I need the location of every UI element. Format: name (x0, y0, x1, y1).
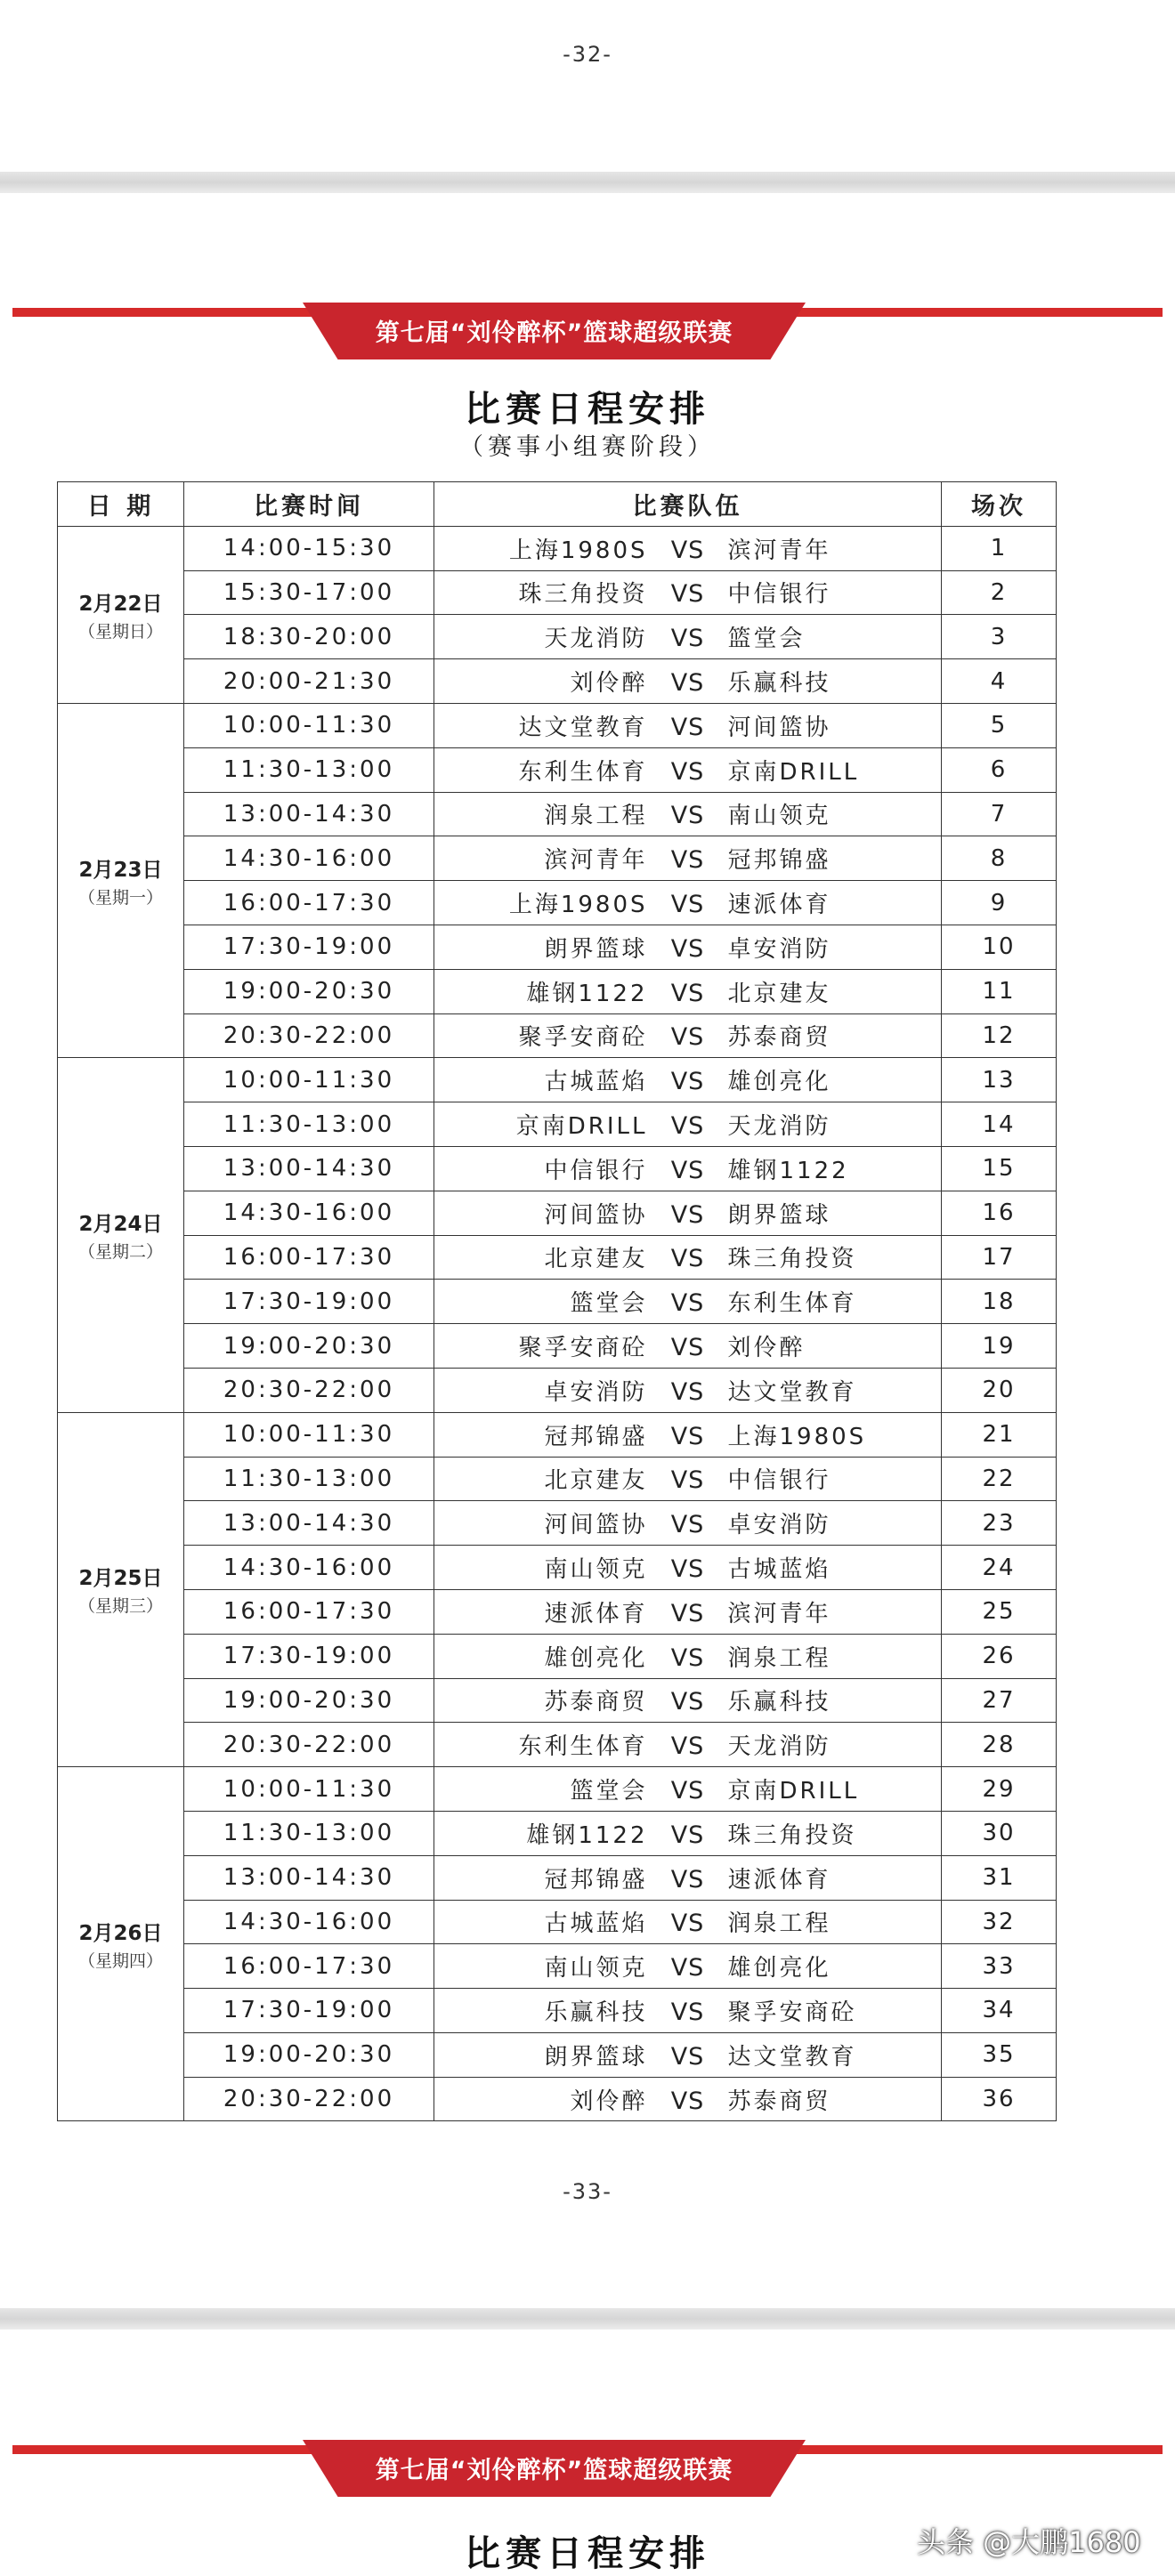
date-label: 2月23日 (78, 858, 163, 882)
vs-label: VS (670, 1865, 705, 1894)
game-number: 9 (942, 881, 1057, 925)
vs-label: VS (670, 713, 705, 741)
away-team: 润泉工程 (727, 1644, 831, 1672)
home-team: 达文堂教育 (518, 714, 648, 741)
matchup-cell (434, 1723, 942, 1767)
game-time: 19:00-20:30 (184, 969, 434, 1013)
away-team: 乐赢科技 (727, 1689, 831, 1716)
table-row (58, 1546, 1057, 1590)
away-team: 刘伶醉 (727, 1335, 806, 1362)
table-row (58, 1412, 1057, 1457)
away-team: 天龙消防 (727, 1733, 831, 1761)
game-number: 12 (942, 1013, 1057, 1058)
vs-label: VS (670, 1777, 705, 1805)
vs-label: VS (670, 1555, 705, 1584)
table-row (58, 1235, 1057, 1280)
matchup-cell (434, 1412, 942, 1457)
column-header-time: 比赛时间 (184, 482, 434, 527)
vs-label: VS (670, 625, 705, 653)
matchup-cell (434, 1678, 942, 1723)
table-row (58, 1280, 1057, 1324)
source-watermark: 头条 @大鹏1680 (917, 2525, 1141, 2559)
home-team: 冠邦锦盛 (544, 1423, 648, 1450)
game-time: 10:00-11:30 (184, 1058, 434, 1102)
game-time: 17:30-19:00 (184, 1989, 434, 2033)
game-time: 17:30-19:00 (184, 1280, 434, 1324)
page-title: 比赛日程安排 (465, 389, 710, 430)
vs-label: VS (670, 1599, 705, 1627)
weekday-label: （星期三） (77, 1596, 163, 1617)
home-team: 冠邦锦盛 (544, 1866, 648, 1894)
game-time: 14:00-15:30 (184, 526, 434, 570)
game-time: 14:30-16:00 (184, 1191, 434, 1235)
table-row (58, 881, 1057, 925)
column-header-game-number: 场次 (942, 482, 1057, 527)
away-team: 上海1980S (727, 1423, 867, 1450)
game-number: 22 (942, 1457, 1057, 1501)
vs-label: VS (670, 757, 705, 786)
weekday-label: （星期二） (77, 1242, 163, 1263)
vs-label: VS (670, 2042, 705, 2071)
home-team: 上海1980S (508, 892, 648, 919)
away-team: 润泉工程 (727, 1910, 831, 1938)
game-time: 20:30-22:00 (184, 1368, 434, 1412)
vs-label: VS (670, 669, 705, 698)
game-time: 13:00-14:30 (184, 1855, 434, 1900)
column-header-teams: 比赛队伍 (434, 482, 942, 527)
away-team: 滨河青年 (727, 537, 831, 564)
away-team: 古城蓝焰 (727, 1556, 831, 1584)
away-team: 速派体育 (727, 892, 831, 919)
matchup-cell (434, 1191, 942, 1235)
away-team: 河间篮协 (727, 714, 831, 741)
game-number: 3 (942, 615, 1057, 659)
game-time: 19:00-20:30 (184, 2032, 434, 2077)
home-team: 聚孚安商砼 (518, 1335, 648, 1362)
game-number: 30 (942, 1811, 1057, 1855)
schedule-body (58, 526, 1057, 2121)
game-time: 20:30-22:00 (184, 1013, 434, 1058)
matchup-cell (434, 1900, 942, 1944)
table-row (58, 792, 1057, 836)
home-team: 珠三角投资 (518, 581, 648, 609)
home-team: 雄钢1122 (526, 980, 648, 1007)
table-row (58, 1191, 1057, 1235)
away-team: 雄钢1122 (727, 1157, 849, 1184)
vs-label: VS (670, 1334, 705, 1362)
table-row (58, 1634, 1057, 1678)
away-team: 滨河青年 (727, 1600, 831, 1627)
home-team: 中信银行 (544, 1157, 648, 1184)
date-cell (58, 526, 184, 703)
game-number: 28 (942, 1723, 1057, 1767)
game-number: 20 (942, 1368, 1057, 1412)
matchup-cell (434, 969, 942, 1013)
matchup-cell (434, 881, 942, 925)
game-number: 35 (942, 2032, 1057, 2077)
away-team: 苏泰商贸 (727, 2087, 831, 2115)
home-team: 古城蓝焰 (544, 1910, 648, 1938)
next-page-title: 比赛日程安排 (465, 2533, 710, 2574)
matchup-cell (434, 1058, 942, 1102)
away-team: 雄创亮化 (727, 1069, 831, 1096)
home-team: 京南DRILL (515, 1113, 648, 1141)
game-number: 36 (942, 2077, 1057, 2121)
game-number: 15 (942, 1146, 1057, 1191)
home-team: 河间篮协 (544, 1201, 648, 1229)
game-number: 32 (942, 1900, 1057, 1944)
vs-label: VS (670, 1112, 705, 1141)
matchup-cell (434, 615, 942, 659)
game-time: 20:30-22:00 (184, 1723, 434, 1767)
game-time: 16:00-17:30 (184, 1944, 434, 1989)
game-time: 17:30-19:00 (184, 925, 434, 969)
weekday-label: （星期四） (77, 1950, 163, 1971)
date-cell (58, 1767, 184, 2121)
matchup-cell (434, 1589, 942, 1634)
game-time: 11:30-13:00 (184, 1457, 434, 1501)
vs-label: VS (670, 1068, 705, 1096)
away-team: 聚孚安商砼 (727, 1999, 857, 2026)
matchup-cell (434, 1235, 942, 1280)
away-team: 卓安消防 (727, 1512, 831, 1539)
vs-label: VS (670, 846, 705, 875)
schedule-table (57, 481, 1057, 2121)
game-time: 20:30-22:00 (184, 2077, 434, 2121)
away-team: 中信银行 (727, 1467, 831, 1495)
page-gap-divider-2 (0, 2308, 1175, 2330)
away-team: 速派体育 (727, 1866, 831, 1894)
vs-label: VS (670, 1023, 705, 1052)
table-row (58, 2032, 1057, 2077)
matchup-cell (434, 703, 942, 747)
away-team: 雄创亮化 (727, 1955, 831, 1982)
date-label: 2月24日 (78, 1213, 163, 1237)
game-time: 13:00-14:30 (184, 1146, 434, 1191)
game-number: 5 (942, 703, 1057, 747)
banner-title: 第七届“刘伶醉杯”篮球超级联赛 (375, 319, 733, 347)
game-time: 13:00-14:30 (184, 1501, 434, 1546)
matchup-cell (434, 1457, 942, 1501)
away-team: 南山领克 (727, 803, 831, 830)
page-number-top: -32- (563, 42, 612, 67)
vs-label: VS (670, 1688, 705, 1716)
vs-label: VS (670, 1998, 705, 2026)
game-number: 13 (942, 1058, 1057, 1102)
table-row (58, 615, 1057, 659)
table-header-row (58, 482, 1057, 527)
game-time: 13:00-14:30 (184, 792, 434, 836)
matchup-cell (434, 570, 942, 615)
table-row (58, 2077, 1057, 2121)
vs-label: VS (670, 1377, 705, 1406)
away-team: 京南DRILL (727, 1778, 860, 1805)
vs-label: VS (670, 1821, 705, 1849)
home-team: 润泉工程 (544, 803, 648, 830)
home-team: 雄创亮化 (544, 1644, 648, 1672)
away-team: 卓安消防 (727, 935, 831, 963)
game-number: 10 (942, 925, 1057, 969)
vs-label: VS (670, 1954, 705, 1982)
vs-label: VS (670, 580, 705, 609)
game-time: 16:00-17:30 (184, 1589, 434, 1634)
column-header-date: 日 期 (58, 482, 184, 527)
game-time: 17:30-19:00 (184, 1634, 434, 1678)
matchup-cell (434, 2032, 942, 2077)
league-banner-next (0, 2440, 1175, 2502)
table-row (58, 659, 1057, 704)
home-team: 刘伶醉 (570, 670, 648, 698)
home-team: 苏泰商贸 (544, 1689, 648, 1716)
page-gap-divider (0, 172, 1175, 193)
vs-label: VS (670, 1289, 705, 1318)
home-team: 乐赢科技 (544, 1999, 648, 2026)
home-team: 上海1980S (508, 537, 648, 564)
date-label: 2月22日 (78, 592, 163, 616)
game-time: 20:00-21:30 (184, 659, 434, 704)
vs-label: VS (670, 1422, 705, 1450)
matchup-cell (434, 1280, 942, 1324)
away-team: 朗界篮球 (727, 1201, 831, 1229)
table-row (58, 1058, 1057, 1102)
away-team: 北京建友 (727, 980, 831, 1007)
table-row (58, 747, 1057, 792)
date-cell (58, 703, 184, 1057)
table-row (58, 1146, 1057, 1191)
game-number: 24 (942, 1546, 1057, 1590)
vs-label: VS (670, 1466, 705, 1495)
weekday-label: （星期日） (77, 621, 163, 642)
game-time: 16:00-17:30 (184, 1235, 434, 1280)
table-row (58, 703, 1057, 747)
game-time: 19:00-20:30 (184, 1678, 434, 1723)
vs-label: VS (670, 802, 705, 830)
away-team: 苏泰商贸 (727, 1024, 831, 1052)
matchup-cell (434, 1146, 942, 1191)
home-team: 古城蓝焰 (544, 1069, 648, 1096)
away-team: 中信银行 (727, 581, 831, 609)
away-team: 东利生体育 (727, 1290, 857, 1318)
game-time: 10:00-11:30 (184, 1412, 434, 1457)
table-row (58, 1723, 1057, 1767)
table-row (58, 969, 1057, 1013)
game-number: 18 (942, 1280, 1057, 1324)
game-number: 27 (942, 1678, 1057, 1723)
matchup-cell (434, 1855, 942, 1900)
game-number: 2 (942, 570, 1057, 615)
game-number: 6 (942, 747, 1057, 792)
game-time: 14:30-16:00 (184, 1900, 434, 1944)
vs-label: VS (670, 1643, 705, 1672)
away-team: 珠三角投资 (727, 1246, 857, 1273)
home-team: 速派体育 (544, 1600, 648, 1627)
away-team: 天龙消防 (727, 1113, 831, 1141)
table-row (58, 1589, 1057, 1634)
page-number-bottom: -33- (563, 2179, 612, 2204)
game-time: 16:00-17:30 (184, 881, 434, 925)
matchup-cell (434, 747, 942, 792)
home-team: 东利生体育 (518, 758, 648, 786)
table-row (58, 570, 1057, 615)
away-team: 篮堂会 (727, 626, 806, 653)
league-banner (0, 303, 1175, 365)
game-number: 8 (942, 836, 1057, 881)
matchup-cell (434, 1324, 942, 1369)
game-number: 19 (942, 1324, 1057, 1369)
game-number: 17 (942, 1235, 1057, 1280)
table-row (58, 836, 1057, 881)
table-row (58, 1855, 1057, 1900)
game-time: 19:00-20:30 (184, 1324, 434, 1369)
home-team: 南山领克 (544, 1955, 648, 1982)
banner-title-next: 第七届“刘伶醉杯”篮球超级联赛 (375, 2457, 733, 2484)
home-team: 卓安消防 (544, 1378, 648, 1406)
table-row (58, 1457, 1057, 1501)
away-team: 乐赢科技 (727, 670, 831, 698)
matchup-cell (434, 792, 942, 836)
weekday-label: （星期一） (77, 887, 163, 908)
table-row (58, 1013, 1057, 1058)
game-time: 11:30-13:00 (184, 747, 434, 792)
game-time: 11:30-13:00 (184, 1811, 434, 1855)
game-time: 10:00-11:30 (184, 1767, 434, 1812)
date-cell (58, 1058, 184, 1412)
game-number: 29 (942, 1767, 1057, 1812)
home-team: 天龙消防 (544, 626, 648, 653)
vs-label: VS (670, 891, 705, 919)
table-row (58, 1900, 1057, 1944)
table-row (58, 526, 1057, 570)
game-number: 1 (942, 526, 1057, 570)
game-time: 10:00-11:30 (184, 703, 434, 747)
vs-label: VS (670, 1511, 705, 1539)
home-team: 朗界篮球 (544, 935, 648, 963)
matchup-cell (434, 526, 942, 570)
table-row (58, 1368, 1057, 1412)
matchup-cell (434, 1102, 942, 1147)
game-number: 33 (942, 1944, 1057, 1989)
date-label: 2月26日 (78, 1921, 163, 1945)
home-team: 朗界篮球 (544, 2043, 648, 2071)
matchup-cell (434, 1811, 942, 1855)
home-team: 南山领克 (544, 1556, 648, 1584)
matchup-cell (434, 836, 942, 881)
date-cell (58, 1412, 184, 1766)
home-team: 刘伶醉 (570, 2087, 648, 2115)
away-team: 珠三角投资 (727, 1821, 857, 1849)
table-row (58, 1811, 1057, 1855)
home-team: 滨河青年 (544, 847, 648, 875)
table-row (58, 1989, 1057, 2033)
game-number: 16 (942, 1191, 1057, 1235)
vs-label: VS (670, 1200, 705, 1229)
away-team: 京南DRILL (727, 758, 860, 786)
game-time: 14:30-16:00 (184, 1546, 434, 1590)
game-number: 26 (942, 1634, 1057, 1678)
table-row (58, 1324, 1057, 1369)
home-team: 篮堂会 (570, 1778, 648, 1805)
matchup-cell (434, 1546, 942, 1590)
table-row (58, 925, 1057, 969)
matchup-cell (434, 1989, 942, 2033)
game-number: 21 (942, 1412, 1057, 1457)
game-number: 23 (942, 1501, 1057, 1546)
vs-label: VS (670, 1156, 705, 1184)
table-row (58, 1767, 1057, 1812)
game-number: 11 (942, 969, 1057, 1013)
table-row (58, 1102, 1057, 1147)
game-time: 15:30-17:00 (184, 570, 434, 615)
page-subtitle: （赛事小组赛阶段） (459, 433, 716, 461)
home-team: 东利生体育 (518, 1733, 648, 1761)
game-number: 25 (942, 1589, 1057, 1634)
home-team: 河间篮协 (544, 1512, 648, 1539)
matchup-cell (434, 2077, 942, 2121)
vs-label: VS (670, 1910, 705, 1938)
matchup-cell (434, 925, 942, 969)
home-team: 北京建友 (544, 1467, 648, 1495)
home-team: 雄钢1122 (526, 1821, 648, 1849)
vs-label: VS (670, 536, 705, 564)
game-time: 18:30-20:00 (184, 615, 434, 659)
vs-label: VS (670, 934, 705, 963)
table-row (58, 1501, 1057, 1546)
vs-label: VS (670, 1245, 705, 1273)
game-time: 11:30-13:00 (184, 1102, 434, 1147)
game-number: 14 (942, 1102, 1057, 1147)
game-number: 34 (942, 1989, 1057, 2033)
away-team: 冠邦锦盛 (727, 847, 831, 875)
home-team: 聚孚安商砼 (518, 1024, 648, 1052)
away-team: 达文堂教育 (727, 1378, 857, 1406)
vs-label: VS (670, 979, 705, 1007)
game-number: 4 (942, 659, 1057, 704)
game-time: 14:30-16:00 (184, 836, 434, 881)
home-team: 篮堂会 (570, 1290, 648, 1318)
matchup-cell (434, 659, 942, 704)
matchup-cell (434, 1944, 942, 1989)
game-number: 7 (942, 792, 1057, 836)
matchup-cell (434, 1501, 942, 1546)
home-team: 北京建友 (544, 1246, 648, 1273)
away-team: 达文堂教育 (727, 2043, 857, 2071)
matchup-cell (434, 1013, 942, 1058)
table-row (58, 1944, 1057, 1989)
vs-label: VS (670, 1732, 705, 1761)
date-label: 2月25日 (78, 1567, 163, 1591)
matchup-cell (434, 1767, 942, 1812)
matchup-cell (434, 1368, 942, 1412)
matchup-cell (434, 1634, 942, 1678)
table-row (58, 1678, 1057, 1723)
vs-label: VS (670, 2087, 705, 2115)
game-number: 31 (942, 1855, 1057, 1900)
